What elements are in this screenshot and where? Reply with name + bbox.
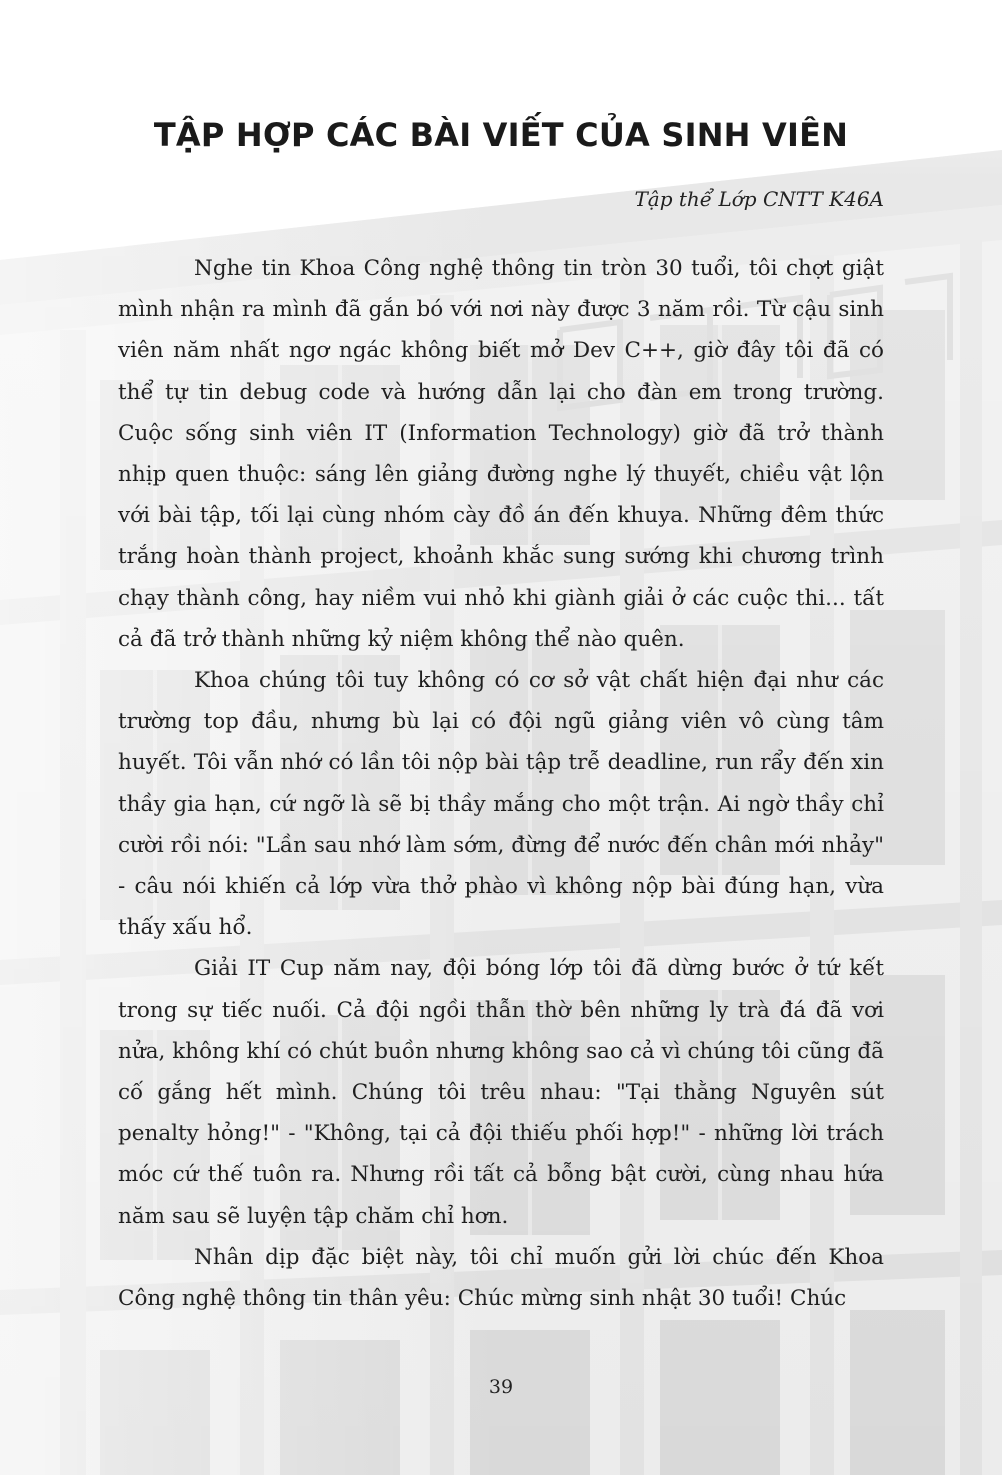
paragraph-2: Khoa chúng tôi tuy không có cơ sở vật chất hiện đại như các trường top đầu, nhưng bù lại có đội ngũ giảng viên vô cùng tâm huyết. Tôi vẫn nhớ có lần tôi nộp bài tập trễ deadline, run rẩy đến xin thầy gia hạn, cứ ngỡ là sẽ bị thầy mắng cho một trận. Ai ngờ thầy chỉ cười rồi nói: "Lần sau nhớ làm sớm, đừng để nước đến chân mới nhảy" - câu nói khiến cả lớp vừa thở phào vì không nộp bài đúng hạn, vừa thấy xấu hổ.	[118, 668, 884, 941]
paragraph-3: Giải IT Cup năm nay, đội bóng lớp tôi đã dừng bước ở tứ kết trong sự tiếc nuối. Cả đội ngồi thẫn thờ bên những ly trà đá đã vơi nửa, không khí có chút buồn nhưng không sao cả vì chúng tôi cũng đã cố gắng hết mình. Chúng tôi trêu nhau: "Tại thằng Nguyên sút penalty hỏng!" - "Không, tại cả đội thiếu phối hợp!" - những lời trách móc cứ thế tuôn ra. Nhưng rồi tất cả bỗng bật cười, cùng nhau hứa năm sau sẽ luyện tập chăm chỉ hơn.	[118, 956, 884, 1229]
article-body	[118, 248, 884, 1319]
page-number: 39	[488, 1376, 514, 1398]
article-title: TẬP HỢP CÁC BÀI VIẾT CỦA SINH VIÊN	[153, 116, 849, 154]
paragraph-1: Nghe tin Khoa Công nghệ thông tin tròn 30 tuổi, tôi chợt giật mình nhận ra mình đã gắn bó với nơi này được 3 năm rồi. Từ cậu sinh viên năm nhất ngơ ngác không biết mở Dev C++, giờ đây tôi đã có thể tự tin debug code và hướng dẫn lại cho đàn em trong trường. Cuộc sống sinh viên IT (Information Technology) giờ đã trở thành nhịp quen thuộc: sáng lên giảng đường nghe lý thuyết, chiều vật lộn với bài tập, tối lại cùng nhóm cày đồ án đến khuya. Những đêm thức trắng hoàn thành project, khoảnh khắc sung sướng khi chương trình chạy thành công, hay niềm vui nhỏ khi giành giải ở các cuộc thi... tất cả đã trở thành những kỷ niệm không thể nào quên.	[118, 256, 884, 652]
paragraph-4: Nhân dịp đặc biệt này, tôi chỉ muốn gửi lời chúc đến Khoa Công nghệ thông tin thân yêu: Chúc mừng sinh nhật 30 tuổi! Chúc	[118, 1244, 884, 1312]
article-author: Tập thể Lớp CNTT K46A	[634, 187, 884, 211]
document-page	[118, 0, 884, 1475]
